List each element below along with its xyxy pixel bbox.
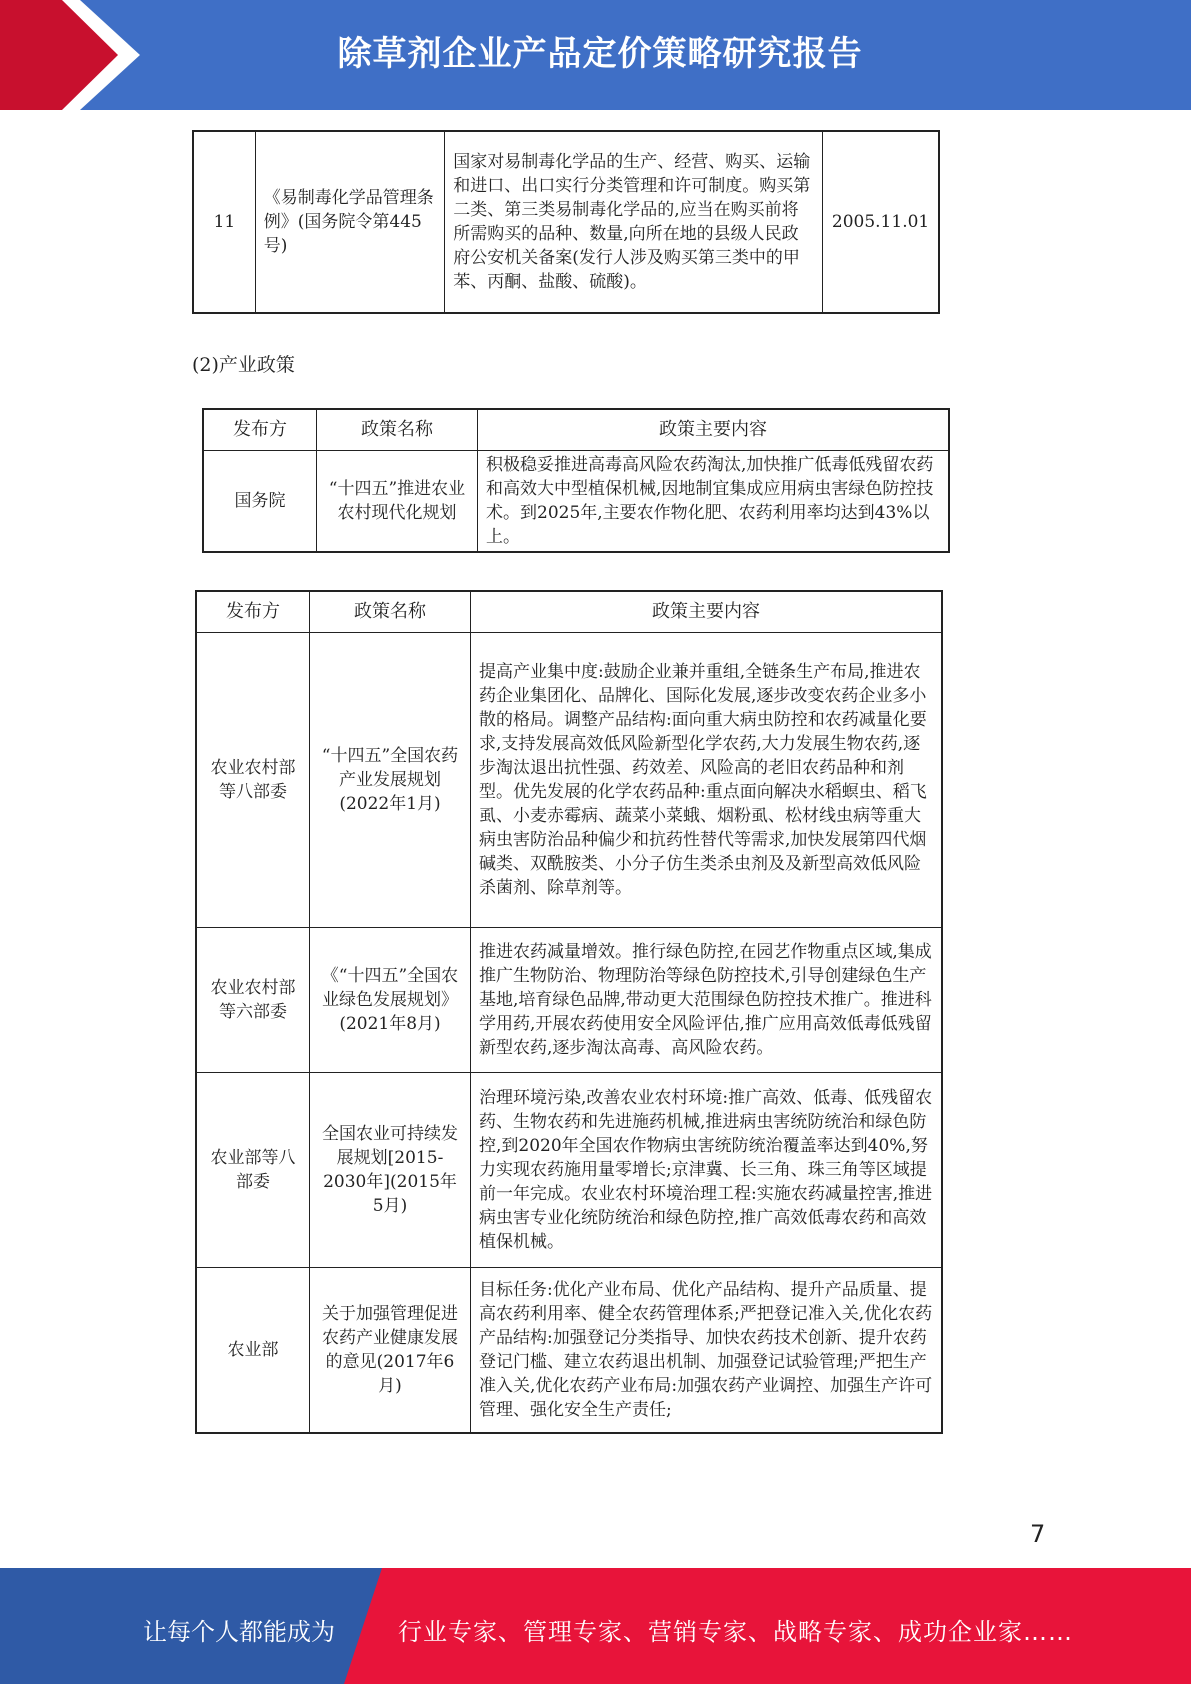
table-row: [196, 1073, 942, 1268]
table-row: [196, 633, 942, 928]
footer-slogan-left: 让每个人都能成为: [143, 1618, 335, 1646]
policy-name: “十四五”全国农药产业发展规划(2022年1月): [310, 633, 471, 928]
policy-content: 提高产业集中度:鼓励企业兼并重组,全链条生产布局,推进农药企业集团化、品牌化、国际化发展,逐步改变农药企业多小散的格局。调整产品结构:面向重大病虫防控和农药减量化要求,支持发展高效低风险新型化学农药,大力发展生物农药,逐步淘汰退出抗性强、药效差、风险高的老旧农药品种和剂型。优先发展的化学农药品种:重点面向解决水稻螟虫、稻飞虱、小麦赤霉病、蔬菜小菜蛾、烟粉虱、松材线虫病等重大病虫害防治品种偏少和抗药性替代等需求,加快发展第四代烟碱类、双酰胺类、小分子仿生类杀虫剂及及新型高效低风险杀菌剂、除草剂等。: [471, 633, 943, 928]
regulation-date: 2005.11.01: [823, 131, 939, 313]
policy-content: 目标任务:优化产业布局、优化产品结构、提升产品质量、提高农药利用率、健全农药管理体系;严把登记准入关,优化农药产品结构:加强登记分类指导、加快农药技术创新、提升农药登记门槛、建立农药退出机制、加强登记试验管理;严把生产准入关,优化农药产业布局:加强农药产业调控、加强生产许可管理、强化安全生产责任;: [471, 1268, 943, 1434]
page-number: 7: [1030, 1520, 1046, 1548]
policy-content: 积极稳妥推进高毒高风险农药淘汰,加快推广低毒低残留农药和高效大中型植保机械,因地制宜集成应用病虫害绿色防控技术。到2025年,主要农作物化肥、农药利用率均达到43%以上。: [478, 451, 950, 553]
policy-table-2: [195, 590, 943, 1434]
header-policy-name: 政策名称: [310, 591, 471, 633]
policy-name: “十四五”推进农业农村现代化规划: [317, 451, 478, 553]
regulation-name: 《易制毒化学品管理条例》(国务院令第445号): [255, 131, 444, 313]
table-header-row: [196, 591, 942, 633]
policy-issuer: 农业部等八部委: [196, 1073, 310, 1268]
page-footer: [0, 1568, 1191, 1684]
page-header: [0, 0, 1191, 110]
policy-name: 《“十四五”全国农业绿色发展规划》(2021年8月): [310, 928, 471, 1073]
regulation-content: 国家对易制毒化学品的生产、经营、购买、运输和进口、出口实行分类管理和许可制度。购买第二类、第三类易制毒化学品的,应当在购买前将所需购买的品种、数量,向所在地的县级人民政府公安机关备案(发行人涉及购买第三类中的甲苯、丙酮、盐酸、硫酸)。: [445, 131, 823, 313]
header-issuer: 发布方: [196, 591, 310, 633]
header-policy-content: 政策主要内容: [478, 409, 950, 451]
table-row: [193, 131, 939, 313]
table-row: [196, 1268, 942, 1434]
policy-content: 治理环境污染,改善农业农村环境:推广高效、低毒、低残留农药、生物农药和先进施药机械,推进病虫害统防统治和绿色防控,到2020年全国农作物病虫害统防统治覆盖率达到40%,努力实现农药施用量零增长;京津冀、长三角、珠三角等区域提前一年完成。农业农村环境治理工程:实施农药减量控害,推进病虫害专业化统防统治和绿色防控,推广高效低毒农药和高效植保机械。: [471, 1073, 943, 1268]
policy-name: 全国农业可持续发展规划[2015-2030年](2015年5月): [310, 1073, 471, 1268]
policy-issuer: 农业农村部等六部委: [196, 928, 310, 1073]
table-header-row: [203, 409, 949, 451]
document-title: 除草剂企业产品定价策略研究报告: [337, 34, 863, 74]
table-row: [196, 928, 942, 1073]
policy-content: 推进农药减量增效。推行绿色防控,在园艺作物重点区域,集成推广生物防治、物理防治等绿色防控技术,引导创建绿色生产基地,培育绿色品牌,带动更大范围绿色防控技术推广。推进科学用药,开展农药使用安全风险评估,推广应用高效低毒低残留新型农药,逐步淘汰高毒、高风险农药。: [471, 928, 943, 1073]
header-policy-content: 政策主要内容: [471, 591, 943, 633]
section-label: (2)产业政策: [192, 354, 295, 376]
table-row: [203, 451, 949, 553]
policy-name: 关于加强管理促进农药产业健康发展的意见(2017年6月): [310, 1268, 471, 1434]
row-number: 11: [193, 131, 255, 313]
policy-issuer: 农业部: [196, 1268, 310, 1434]
footer-slogan-right: 行业专家、管理专家、营销专家、战略专家、成功企业家……: [398, 1618, 1073, 1646]
policy-table-1: [202, 408, 950, 553]
regulation-table: [192, 130, 940, 314]
header-policy-name: 政策名称: [317, 409, 478, 451]
policy-issuer: 国务院: [203, 451, 317, 553]
header-issuer: 发布方: [203, 409, 317, 451]
policy-issuer: 农业农村部等八部委: [196, 633, 310, 928]
